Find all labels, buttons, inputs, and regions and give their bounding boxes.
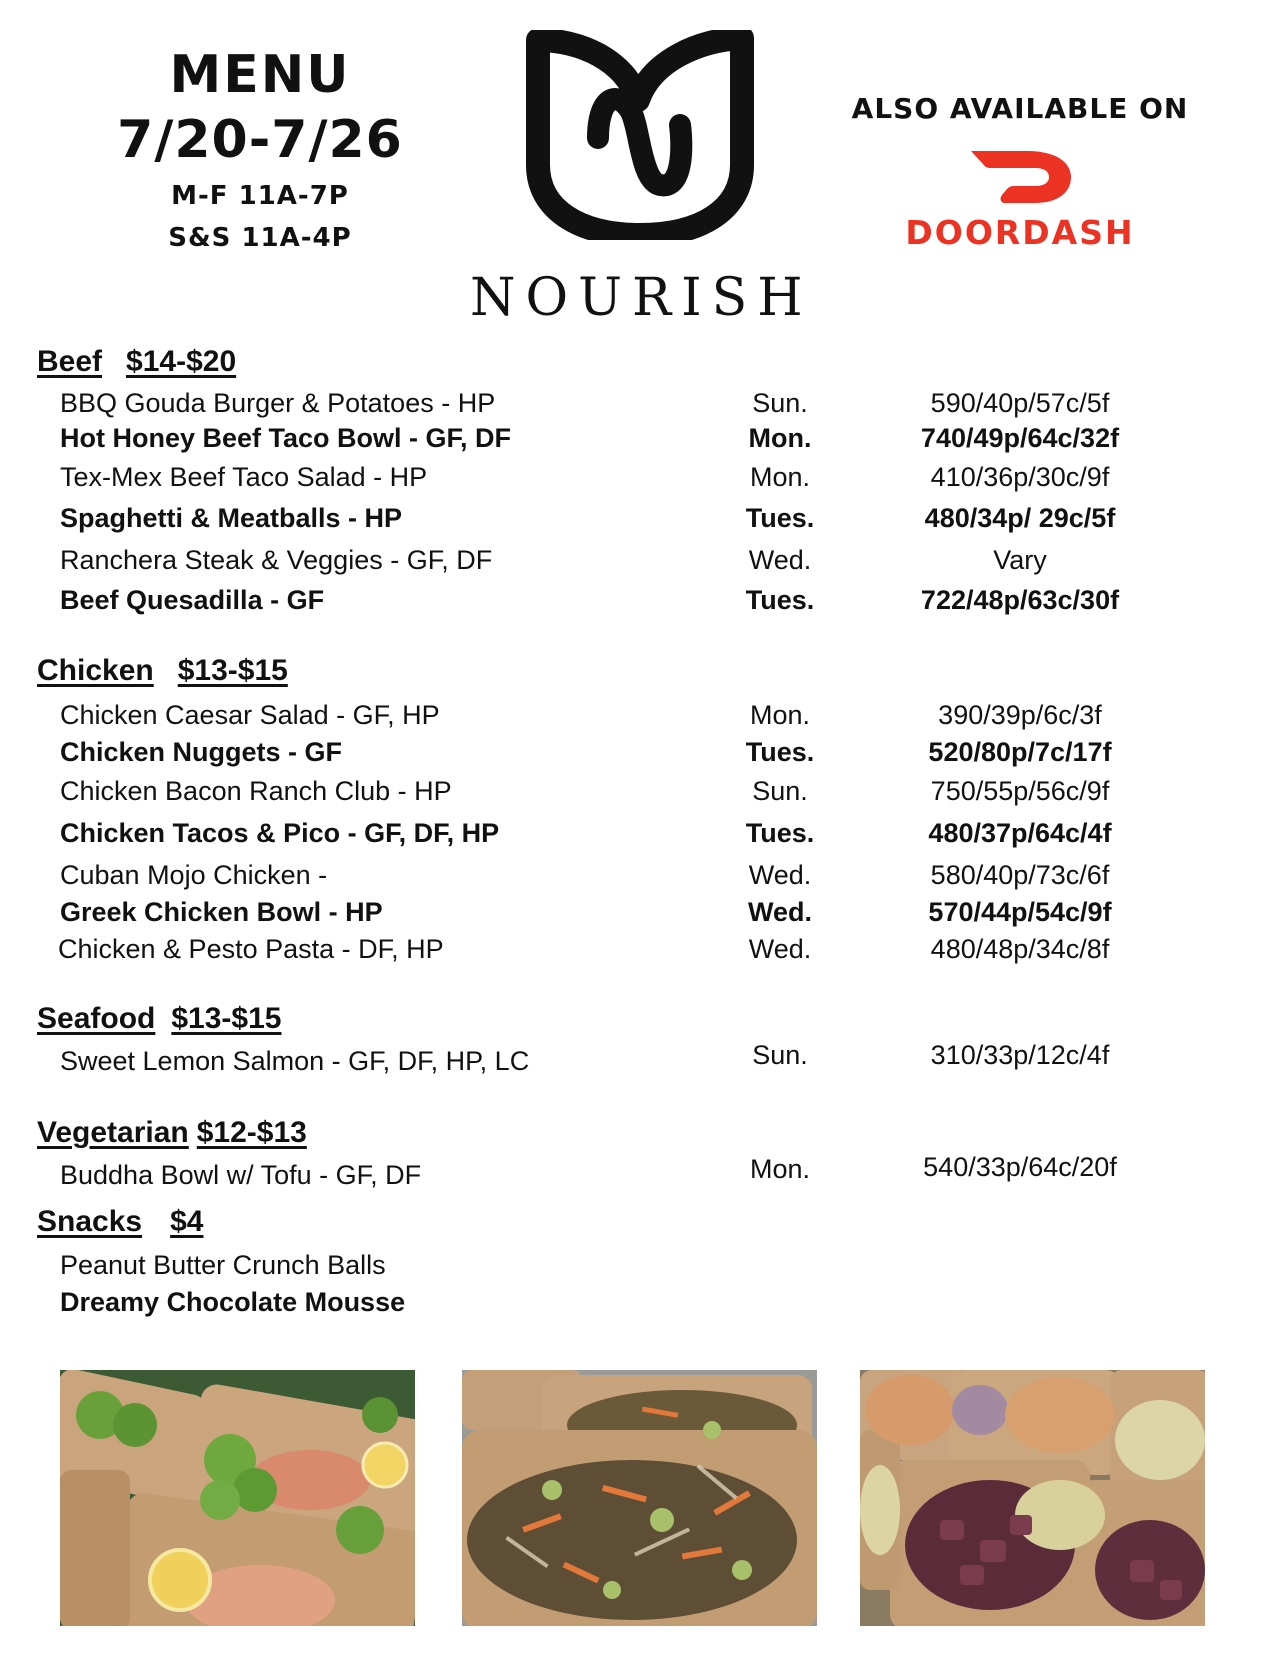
item-macros: 480/48p/34c/8f	[930, 934, 1110, 964]
menu-title: MENU	[169, 45, 351, 105]
item-name: Ranchera Steak & Veggies - GF, DF	[60, 545, 493, 575]
doordash-wordmark: DOORDASH	[905, 213, 1135, 252]
item-name: Chicken & Pesto Pasta - DF, HP	[58, 934, 444, 964]
menu-item	[0, 545, 1280, 579]
menu-dates: 7/20-7/26	[117, 110, 403, 170]
menu-item	[0, 860, 1280, 894]
item-day: Wed.	[748, 545, 812, 575]
food-photo-chicken-potatoes	[860, 1370, 1205, 1626]
item-name: Greek Chicken Bowl - HP	[60, 897, 383, 927]
item-day: Tues.	[745, 503, 815, 533]
section-price: $13-$15	[171, 1002, 282, 1035]
section-label: Chicken	[37, 654, 154, 687]
menu-item	[0, 897, 1280, 931]
section-label: Snacks	[37, 1205, 143, 1238]
item-name: Beef Quesadilla - GF	[60, 585, 325, 615]
hours-weekday: M-F 11A-7P	[171, 181, 349, 211]
item-day: Sun.	[752, 388, 808, 418]
item-name: Chicken Nuggets - GF	[60, 737, 343, 767]
section-snacks-heading	[37, 1205, 203, 1239]
menu-item	[0, 503, 1280, 537]
item-macros: 310/33p/12c/4f	[930, 1040, 1110, 1070]
item-day: Sun.	[752, 1040, 808, 1070]
item-macros: 480/34p/ 29c/5f	[924, 503, 1116, 533]
menu-item	[0, 1040, 1280, 1080]
item-day: Tues.	[745, 585, 815, 615]
section-label: Vegetarian	[37, 1116, 189, 1149]
item-day: Tues.	[745, 737, 815, 767]
section-label: Beef	[37, 345, 103, 378]
item-macros: 590/40p/57c/5f	[930, 388, 1110, 418]
menu-item	[0, 776, 1280, 810]
item-day: Sun.	[752, 776, 808, 806]
item-macros: 390/39p/6c/3f	[938, 700, 1102, 730]
item-macros: 722/48p/63c/30f	[920, 585, 1120, 615]
item-macros: 480/37p/64c/4f	[928, 818, 1112, 848]
also-available-label: ALSO AVAILABLE ON	[851, 92, 1189, 125]
item-macros: 580/40p/73c/6f	[930, 860, 1110, 890]
item-name: Cuban Mojo Chicken -	[60, 860, 328, 890]
item-day: Tues.	[745, 818, 815, 848]
menu-item	[0, 585, 1280, 619]
section-price: $12-$13	[196, 1116, 307, 1149]
menu-item	[0, 388, 1280, 422]
item-day: Wed.	[748, 860, 812, 890]
food-photo-salmon	[60, 1370, 415, 1626]
menu-item	[0, 423, 1280, 457]
item-day: Wed.	[748, 934, 812, 964]
section-label: Seafood	[37, 1002, 156, 1035]
section-price: $13-$15	[177, 654, 288, 687]
item-macros: 740/49p/64c/32f	[920, 423, 1120, 453]
item-macros: 570/44p/54c/9f	[928, 897, 1112, 927]
item-name: Chicken Tacos & Pico - GF, DF, HP	[60, 818, 500, 848]
item-day: Mon.	[749, 700, 811, 730]
item-name: Buddha Bowl w/ Tofu - GF, DF	[60, 1160, 422, 1190]
item-name: Chicken Caesar Salad - GF, HP	[60, 700, 440, 730]
menu-item	[0, 934, 1280, 968]
item-day: Mon.	[749, 462, 811, 492]
item-day: Mon.	[748, 423, 812, 453]
hours-weekend: S&S 11A-4P	[168, 223, 352, 253]
item-macros: 540/33p/64c/20f	[923, 1152, 1117, 1182]
menu-item	[0, 1152, 1280, 1194]
section-vegetarian-heading	[37, 1116, 307, 1150]
item-macros: 520/80p/7c/17f	[928, 737, 1112, 767]
section-chicken-heading	[37, 654, 288, 688]
menu-item	[0, 700, 1280, 734]
section-beef-heading	[37, 345, 236, 379]
menu-item	[0, 462, 1280, 496]
item-name: BBQ Gouda Burger & Potatoes - HP	[60, 388, 496, 418]
item-day: Wed.	[747, 897, 812, 927]
item-name: Spaghetti & Meatballs - HP	[60, 503, 403, 533]
section-price: $4	[170, 1205, 204, 1238]
item-name: Sweet Lemon Salmon - GF, DF, HP, LC	[60, 1046, 530, 1076]
item-macros: Vary	[993, 545, 1047, 575]
item-macros: 410/36p/30c/9f	[930, 462, 1110, 492]
section-price: $14-$20	[126, 345, 237, 378]
section-seafood-heading	[37, 1002, 281, 1036]
menu-item	[0, 737, 1280, 771]
snack-item: Peanut Butter Crunch Balls	[60, 1250, 386, 1280]
item-day: Mon.	[749, 1154, 811, 1184]
item-name: Chicken Bacon Ranch Club - HP	[60, 776, 452, 806]
brand-name: NOURISH	[470, 268, 813, 328]
snack-item: Dreamy Chocolate Mousse	[60, 1287, 406, 1317]
item-macros: 750/55p/56c/9f	[930, 776, 1110, 806]
item-name: Hot Honey Beef Taco Bowl - GF, DF	[60, 423, 512, 453]
item-name: Tex-Mex Beef Taco Salad - HP	[60, 462, 428, 492]
menu-item	[0, 818, 1280, 852]
food-photo-beef-slaw	[462, 1370, 817, 1626]
